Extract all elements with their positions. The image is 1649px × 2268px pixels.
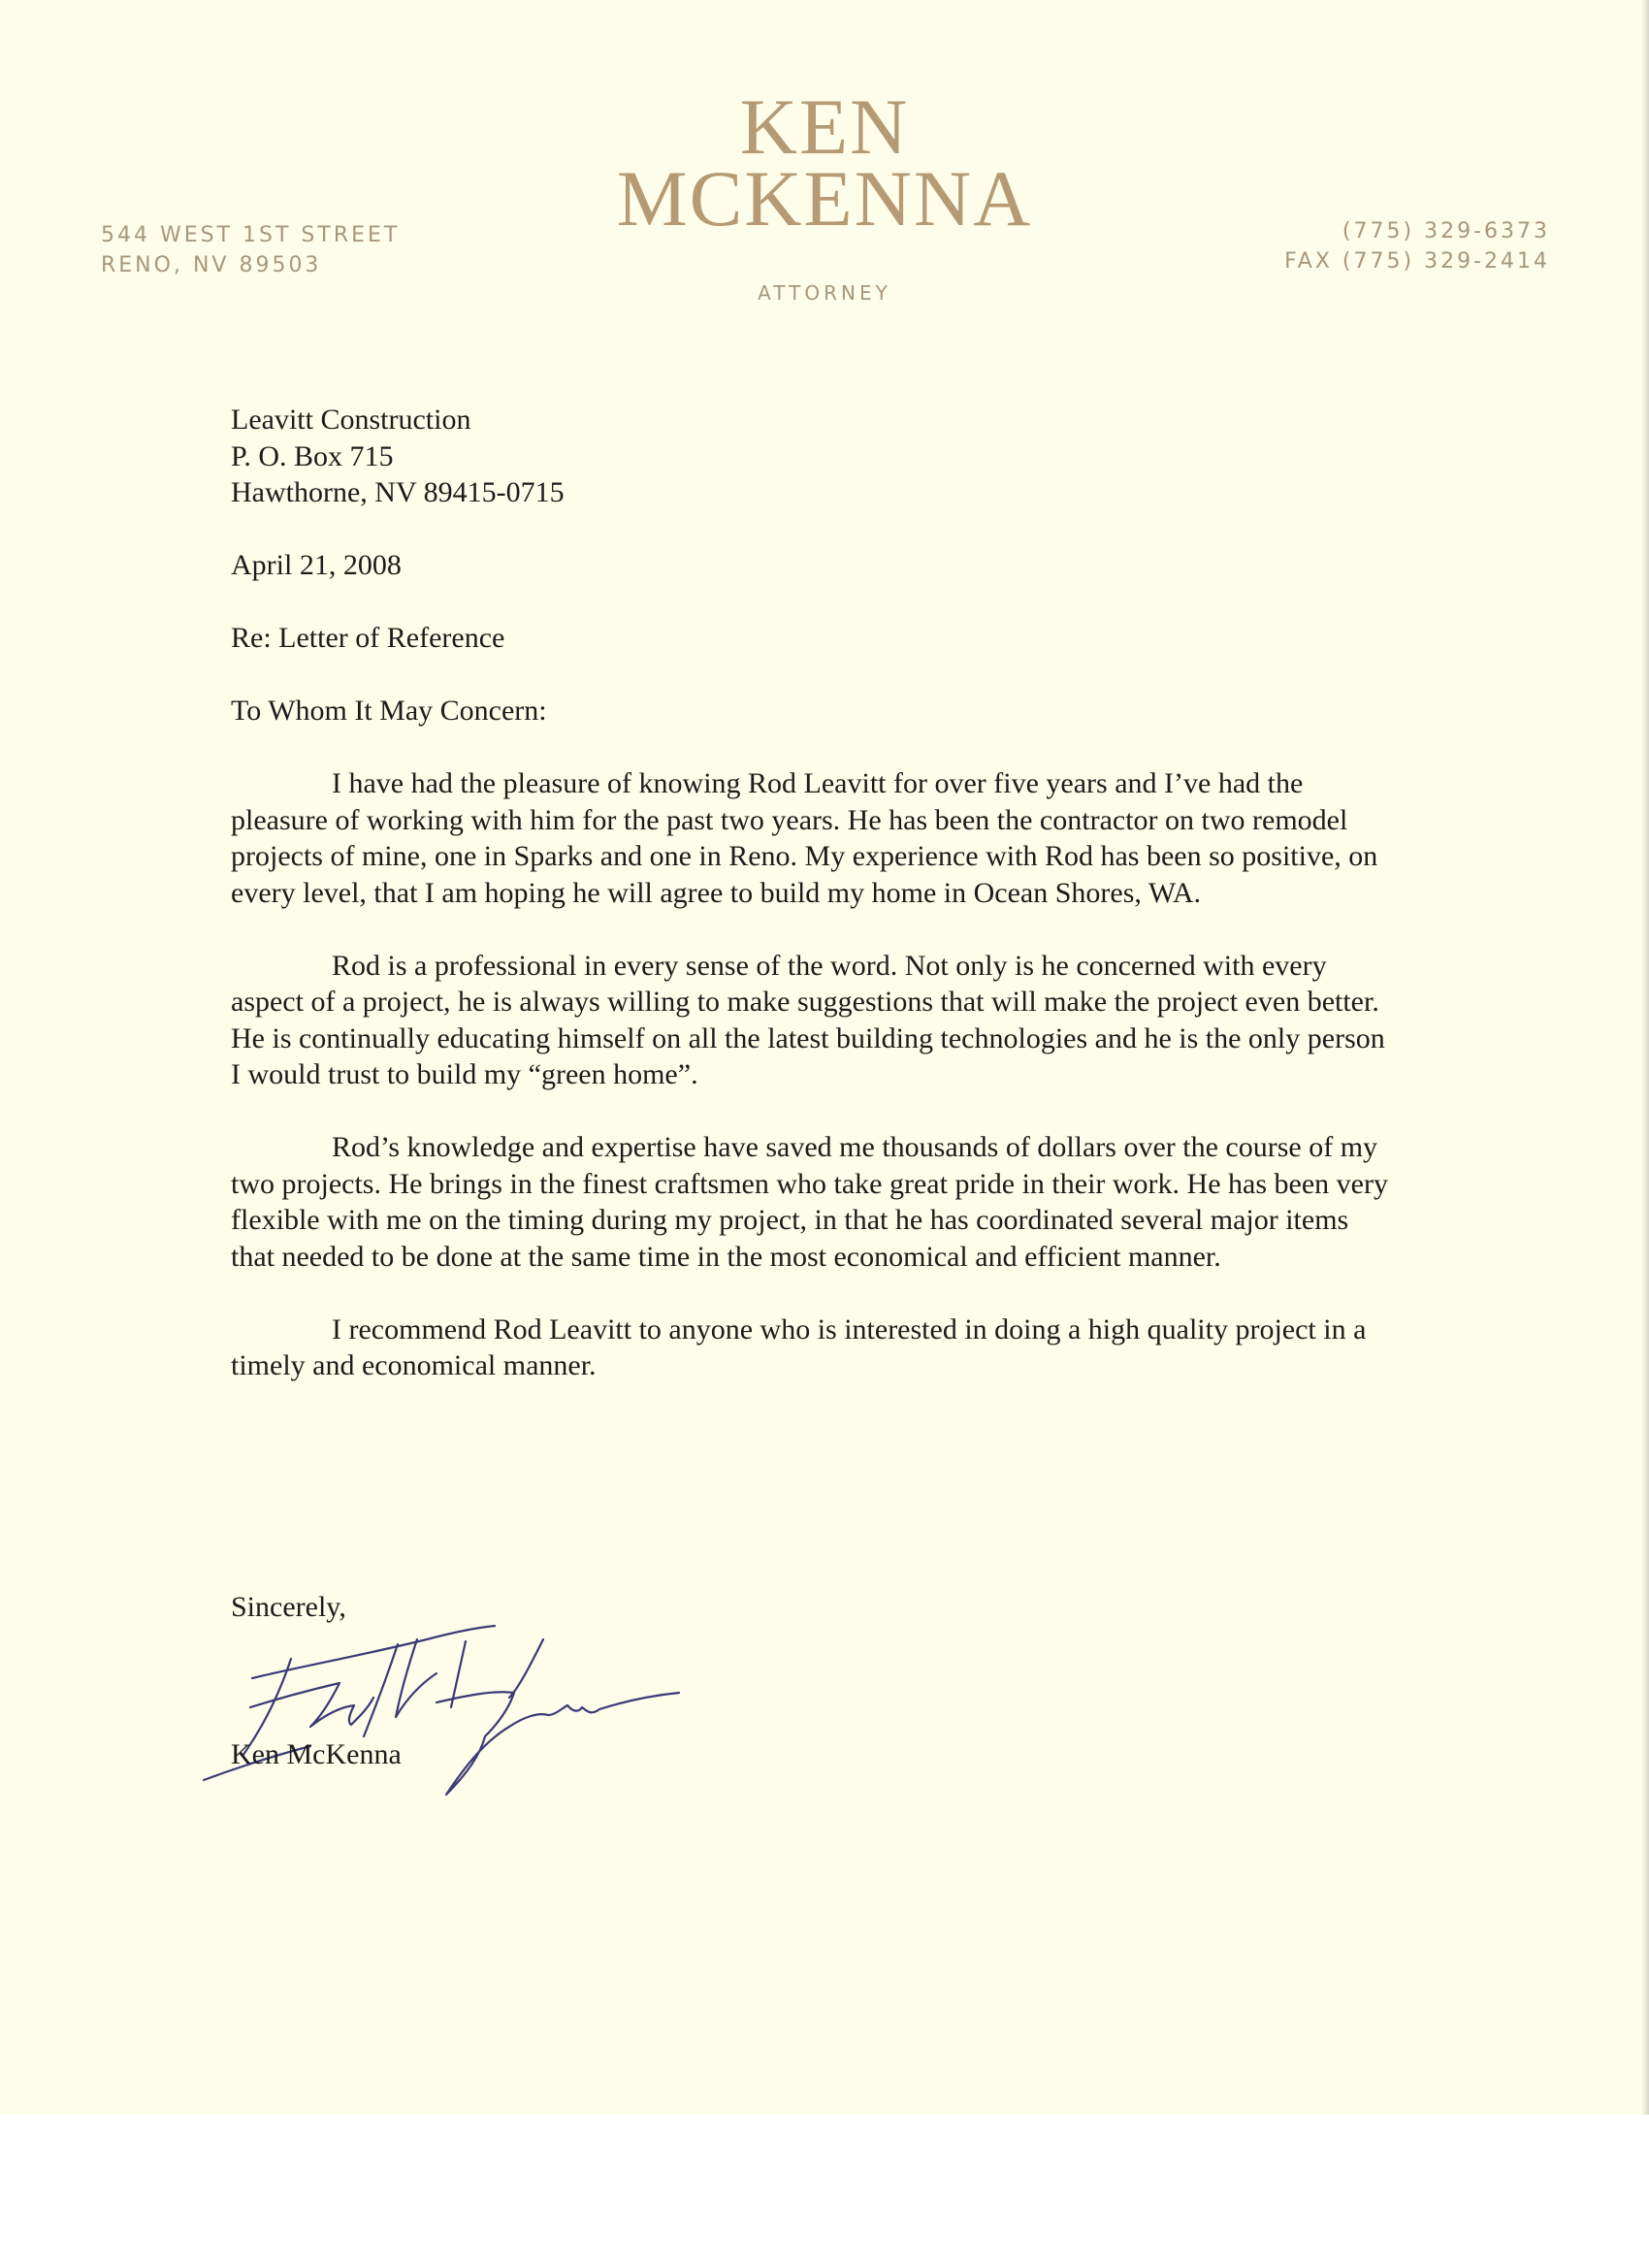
recipient-po-box: P. O. Box 715 <box>231 439 394 472</box>
signer-name: Ken McKenna <box>231 1738 402 1770</box>
handwritten-signature <box>175 1601 718 1824</box>
letterhead-logo-name <box>582 82 1067 243</box>
letterhead-name-last: MCKENNA <box>616 154 1033 243</box>
letter-date: April 21, 2008 <box>231 549 402 581</box>
letterhead-address-line2: RENO, NV 89503 <box>101 253 322 277</box>
letterhead-address <box>101 220 400 280</box>
letter-salutation: To Whom It May Concern: <box>231 695 547 727</box>
letter-body <box>231 402 1395 1384</box>
letterhead-title: ATTORNEY <box>758 281 891 305</box>
letterhead-name-first: KEN <box>739 82 910 171</box>
letter-subject: Re: Letter of Reference <box>231 622 505 654</box>
letterhead-fax: FAX (775) 329-2414 <box>1284 249 1550 274</box>
body-paragraph-4: I recommend Rod Leavitt to anyone who is interested in doing a high quality project in a timely and economical manner. <box>231 1312 1367 1381</box>
letterhead-contact <box>1125 216 1550 276</box>
body-paragraph-1: I have had the pleasure of knowing Rod Leavitt for over five years and I’ve had the pleasure of working with him for the past two years. He has been the contractor on two remodel projects of mine, one in Sparks and one in Reno. My experience with Rod has been so positive, on every level, that I am hoping he will agree to build my home in Ocean Shores, WA. <box>231 767 1378 909</box>
body-paragraph-3: Rod’s knowledge and expertise have saved me thousands of dollars over the course of my two projects. He brings in the finest craftsmen who take great pride in their work. He has been very flexible with me on the timing during my project, in that he has coordinated several major items that needed to be done at the same time in the most economical and efficient manner. <box>231 1131 1388 1273</box>
page-edge-shadow <box>1641 0 1649 2115</box>
letter-closing: Sincerely, <box>231 1591 346 1623</box>
letterhead-phone: (775) 329-6373 <box>1342 219 1550 243</box>
recipient-name: Leavitt Construction <box>231 404 471 436</box>
recipient-city-state-zip: Hawthorne, NV 89415-0715 <box>231 476 565 508</box>
scan-margin <box>0 2115 1649 2268</box>
letterhead-address-line1: 544 WEST 1ST STREET <box>101 223 401 247</box>
body-paragraph-2: Rod is a professional in every sense of the word. Not only is he concerned with every aspect of a project, he is always willing to make suggestions that will make the project even better. He is continually educating himself on all the latest building technologies and he is the only person I would trust to build my “green home”. <box>231 949 1385 1090</box>
